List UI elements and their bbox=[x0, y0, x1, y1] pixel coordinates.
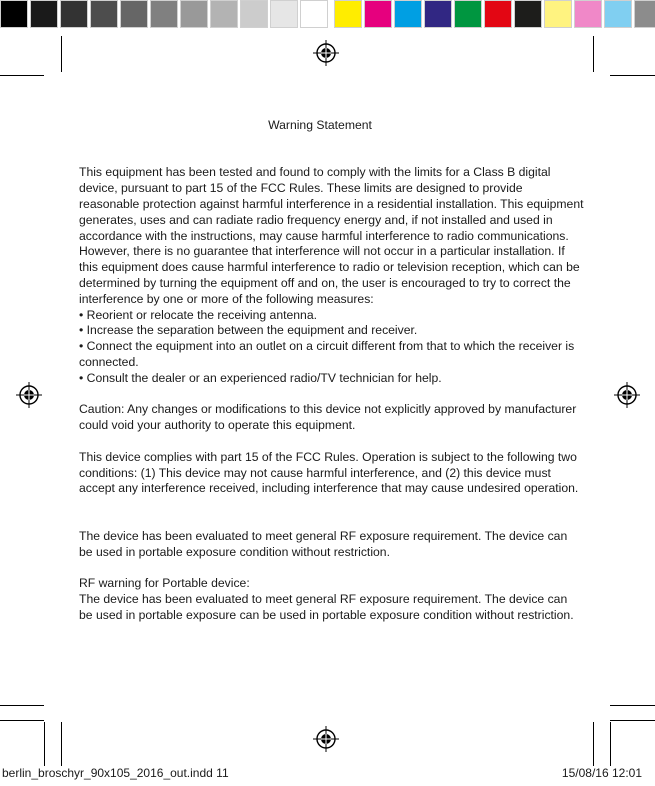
color-swatch bbox=[30, 0, 58, 28]
registration-mark-icon bbox=[313, 40, 339, 66]
crop-mark bbox=[610, 75, 655, 76]
bullet-item: • Consult the dealer or an experienced radio/TV technician for help. bbox=[79, 370, 442, 385]
crop-mark bbox=[0, 720, 44, 721]
color-swatch bbox=[240, 0, 268, 28]
color-swatch bbox=[454, 0, 482, 28]
color-swatch bbox=[394, 0, 422, 28]
fcc-statement: This equipment has been tested and found to comply with the limits for a Class B digital device, pursuant to part 15 of the FCC Rules. These limits are designed to provide reasonable protection against harmful interference in a residential installation. This equipment generates, uses and can radiate radio frequency energy and, if not installed and used in accordance with the instructions, may cause harmful interference to radio communications. However, there is no guarantee that interference will not occur in a particular installation. If this equipment does cause harmful interference to radio or television reception, which can be determined by turning the equipment off and on, the user is encouraged to try to correct the interference by one or more of the following measures: bbox=[79, 165, 587, 306]
crop-mark bbox=[61, 722, 62, 766]
rf-warning-body: The device has been evaluated to meet general RF exposure requirement. The device can be used in portable exposure can be used in portable exposure condition without restriction. bbox=[79, 591, 574, 622]
color-swatch bbox=[544, 0, 572, 28]
crop-mark bbox=[610, 705, 655, 706]
crop-mark bbox=[0, 705, 44, 706]
color-swatch bbox=[120, 0, 148, 28]
color-swatch bbox=[604, 0, 632, 28]
color-swatch bbox=[484, 0, 512, 28]
color-swatch bbox=[424, 0, 452, 28]
document-body bbox=[79, 118, 587, 624]
crop-mark bbox=[593, 722, 594, 766]
crop-mark bbox=[610, 722, 611, 766]
color-swatch bbox=[634, 0, 655, 28]
color-swatch bbox=[60, 0, 88, 28]
color-swatch bbox=[150, 0, 178, 28]
caution-statement: Caution: Any changes or modifications to this device not explicitly approved by manufacturer could void your authority to operate this equipment. bbox=[79, 402, 580, 433]
crop-mark bbox=[44, 722, 45, 766]
color-calibration-bar bbox=[0, 0, 655, 31]
color-swatch bbox=[210, 0, 238, 28]
bullet-item: • Increase the separation between the equipment and receiver. bbox=[79, 323, 418, 338]
bullet-item: • Connect the equipment into an outlet on a circuit different from that to which the receiver is connected. bbox=[79, 339, 578, 369]
color-swatch bbox=[90, 0, 118, 28]
registration-mark-icon bbox=[313, 726, 339, 752]
color-swatch bbox=[0, 0, 28, 28]
crop-mark bbox=[593, 36, 594, 72]
crop-mark bbox=[61, 36, 62, 72]
color-swatch bbox=[514, 0, 542, 28]
color-swatch bbox=[270, 0, 298, 28]
color-swatch bbox=[300, 0, 328, 28]
color-swatch bbox=[334, 0, 362, 28]
color-swatch bbox=[364, 0, 392, 28]
date-slug: 15/08/16 12:01 bbox=[561, 766, 642, 780]
color-swatch bbox=[574, 0, 602, 28]
compliance-statement: This device complies with part 15 of the FCC Rules. Operation is subject to the following two conditions: (1) This device may not cause harmful interference, and (2) this device must accept any interference received, including interference that may cause undesired operation. bbox=[79, 449, 581, 496]
crop-mark bbox=[0, 75, 44, 76]
rf-exposure-statement: The device has been evaluated to meet general RF exposure requirement. The device can be used in portable exposure condition without restriction. bbox=[79, 528, 571, 559]
rf-warning-heading: RF warning for Portable device: bbox=[79, 576, 250, 591]
color-swatch bbox=[180, 0, 208, 28]
page-title: Warning Statement bbox=[268, 118, 372, 132]
registration-mark-icon bbox=[16, 382, 42, 408]
crop-mark bbox=[610, 720, 655, 721]
file-slug: berlin_broschyr_90x105_2016_out.indd 11 bbox=[2, 766, 229, 780]
bullet-item: • Reorient or relocate the receiving antenna. bbox=[79, 307, 318, 322]
registration-mark-icon bbox=[614, 382, 640, 408]
